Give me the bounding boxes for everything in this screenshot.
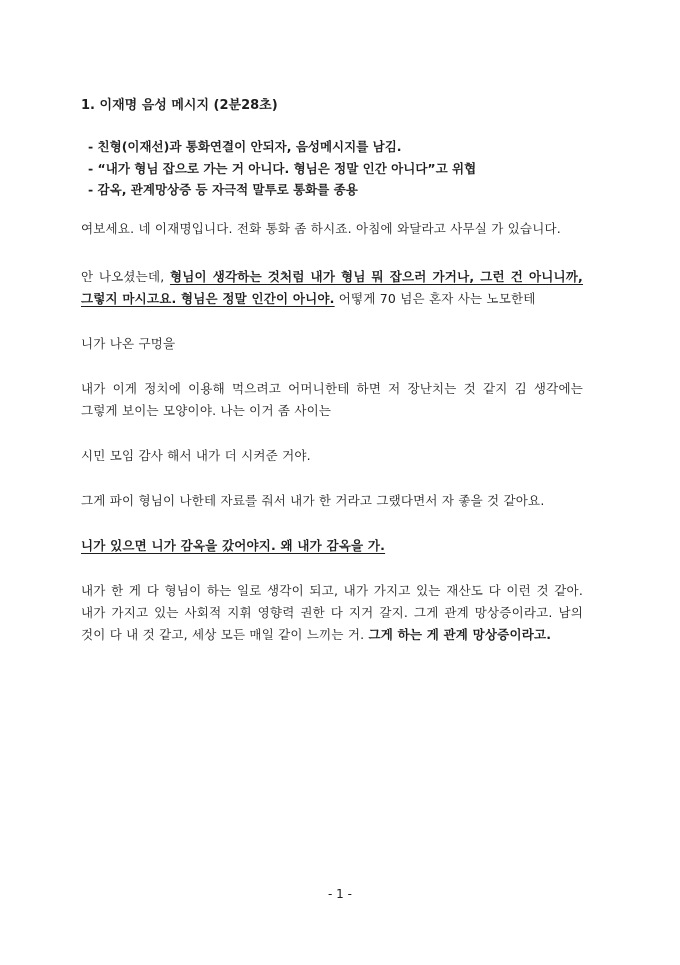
paragraph-text: 내가 한 게 다 형님이 하는 일로 생각이 되고, 내가 가지고 있는 재산도 다 이런 것 같아. 내가 가지고 있는 사회적 지휘 영향력 권한 다 지거 갈지. 그게 관계 망상증이라고. 남의 것이 다 내 것 같고, 세상 모든 매일 같이 느끼는 거. (81, 582, 583, 642)
page-number: - 1 - (328, 887, 352, 901)
underlined-quote: 형님이 생각하는 것처럼 내가 형님 뭐 잡으러 가거나, 그런 건 아니니까, 그렇지 마시고요. 형님은 정말 인간이 아니야. (81, 268, 584, 306)
underlined-quote: 니가 있으면 니가 감옥을 갔어야지. 왜 내가 감옥을 가. (81, 537, 386, 553)
summary-item: - 감옥, 관계망상증 등 자극적 말투로 통화를 종용 (88, 182, 358, 197)
paragraph-text: 어떻게 70 넘은 혼자 사는 노모한테 (334, 290, 536, 306)
transcript-paragraph-8 (81, 580, 583, 646)
section-title: 1. 이재명 음성 메시지 (2분28초) (81, 98, 278, 113)
transcript-paragraph-7 (81, 535, 583, 557)
transcript-paragraph-1: 여보세요. 네 이재명입니다. 전화 통화 좀 하시죠. 아침에 와달라고 사무실 가 있습니다. (81, 220, 561, 236)
transcript-paragraph-4: 내가 이게 정치에 이용해 먹으려고 어머니한테 하면 저 장난치는 것 같지 김 생각에는 그렇게 보이는 모양이야. 나는 이거 좀 사이는 (81, 380, 583, 418)
transcript-paragraph-2 (81, 266, 583, 310)
paragraph-text: 안 나오셨는데, (81, 268, 170, 284)
summary-item: - 친형(이재선)과 통화연결이 안되자, 음성메시지를 남김. (88, 139, 402, 154)
document-body (81, 96, 583, 646)
summary-list (81, 136, 583, 201)
bold-quote: 그게 하는 게 관계 망상증이라고. (368, 626, 552, 642)
summary-item: - “내가 형님 잡으로 가는 거 아니다. 형님은 정말 인간 아니다”고 위협 (88, 160, 477, 176)
transcript-paragraph-6: 그게 파이 형님이 나한테 자료를 줘서 내가 한 거라고 그랬다면서 자 좋을 것 같아요. (81, 492, 545, 508)
transcript-paragraph-5: 시민 모임 감사 해서 내가 더 시켜준 거야. (81, 447, 311, 463)
transcript-paragraph-3: 니가 나온 구멍을 (81, 335, 176, 351)
